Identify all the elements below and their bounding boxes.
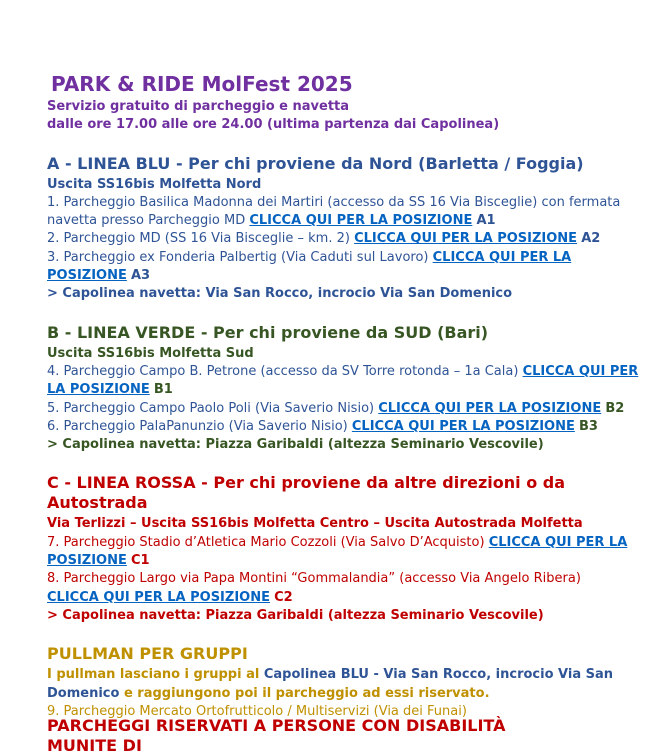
subtitle-service: Servizio gratuito di parcheggio e navetta [47,99,350,114]
linea-verde-terminus: > Capolinea navetta: Piazza Garibaldi (altezza Seminario Vescovile) [47,437,544,453]
parking-1 [47,194,639,231]
parking-2-code: A2 [581,231,601,247]
linea-verde-exit: Uscita SS16bis Molfetta Sud [47,345,254,361]
parking-2-position-link[interactable]: CLICCA QUI PER LA POSIZIONE [354,231,578,247]
section-pullman [47,644,639,721]
parking-8-code: C2 [274,589,293,605]
parking-6-code: B3 [579,418,598,434]
linea-blu-title: A - LINEA BLU - Per chi proviene da Nord (Barletta / Foggia) [47,153,584,173]
pullman-description [47,666,639,703]
pullman-text-start: I pullman lasciano i gruppi al [47,667,264,683]
section-linea-verde [47,323,639,455]
pullman-title: PULLMAN PER GRUPPI [47,644,248,664]
page-title: PARK & RIDE MolFest 2025 [51,72,353,96]
linea-rossa-exit: Via Terlizzi – Uscita SS16bis Molfetta Centro – Uscita Autostrada Molfetta [47,516,583,532]
parking-1-position-link[interactable]: CLICCA QUI PER LA POSIZIONE [249,213,473,229]
parking-3-code: A3 [131,268,151,284]
parking-7-text: 7. Parcheggio Stadio d’Atletica Mario Cozzoli (Via Salvo D’Acquisto) [47,534,489,550]
parking-6-position-link[interactable]: CLICCA QUI PER LA POSIZIONE [351,418,575,434]
disabled-parking-heading-clipped [47,712,567,755]
parking-4-position-link[interactable]: CLICCA QUI PER LA POSIZIONE [47,363,639,398]
parking-5-text: 5. Parcheggio Campo Paolo Poli (Via Saverio Nisio) [47,400,379,416]
parking-4-code: B1 [153,382,173,398]
linea-rossa-terminus: > Capolinea navetta: Piazza Garibaldi (altezza Seminario Vescovile) [47,607,544,623]
pullman-terminus: Capolinea BLU - Via San Rocco, incrocio Via San Domenico [47,667,614,701]
linea-verde-title: B - LINEA VERDE - Per chi proviene da SUD (Bari) [47,322,489,342]
subtitle-hours: dalle ore 17.00 alle ore 24.00 (ultima partenza dai Capolinea) [47,117,500,133]
section-linea-blu [47,154,639,304]
parking-5-code: B2 [605,400,625,416]
linea-blu-terminus: > Capolinea navetta: Via San Rocco, incrocio Via San Domenico [47,286,513,302]
parking-3 [47,249,639,286]
parking-3-position-link[interactable]: CLICCA QUI PER LA POSIZIONE [47,249,572,284]
parking-6 [47,418,639,436]
parking-5-position-link[interactable]: CLICCA QUI PER LA POSIZIONE [378,400,602,416]
parking-7-position-link[interactable]: CLICCA QUI PER LA POSIZIONE [47,534,628,569]
parking-8-position-link[interactable]: CLICCA QUI PER LA POSIZIONE [47,589,270,605]
linea-rossa-title: C - LINEA ROSSA - Per chi proviene da altre direzioni o da Autostrada [47,473,566,513]
linea-blu-exit: Uscita SS16bis Molfetta Nord [47,176,262,192]
parking-7-code: C1 [131,553,150,569]
parking-8-text: 8. Parcheggio Largo via Papa Montini “Gommalandia” (accesso Via Angelo Ribera) [47,571,581,587]
parking-4-text: 4. Parcheggio Campo B. Petrone (accesso da SV Torre rotonda – 1a Cala) [47,363,523,379]
parking-1-code: A1 [476,213,496,229]
parking-2-text: 2. Parcheggio MD (SS 16 Via Bisceglie – km. 2) [47,231,355,247]
section-linea-rossa [47,473,639,625]
parking-6-text: 6. Parcheggio PalaPanunzio (Via Saverio Nisio) [47,418,352,434]
parking-1-text: 1. Parcheggio Basilica Madonna dei Martiri (accesso da SS 16 Via Bisceglie) con fermata navetta presso Parcheggio MD [47,194,621,229]
parking-5 [47,400,639,418]
disabled-parking-heading: PARCHEGGI RISERVATI A PERSONE CON DISABILITÀ MUNITE DI [47,716,506,755]
parking-7 [47,534,639,571]
parking-2 [47,230,639,248]
parking-3-text: 3. Parcheggio ex Fonderia Palbertig (Via Caduti sul Lavoro) [47,249,433,265]
parking-4 [47,363,639,400]
parking-8 [47,570,639,607]
parking-9: 9. Parcheggio Mercato Ortofrutticolo / Multiservizi (Via dei Funai) [47,703,467,719]
pullman-text-end: e raggiungono poi il parcheggio ad essi riservato. [119,685,490,701]
